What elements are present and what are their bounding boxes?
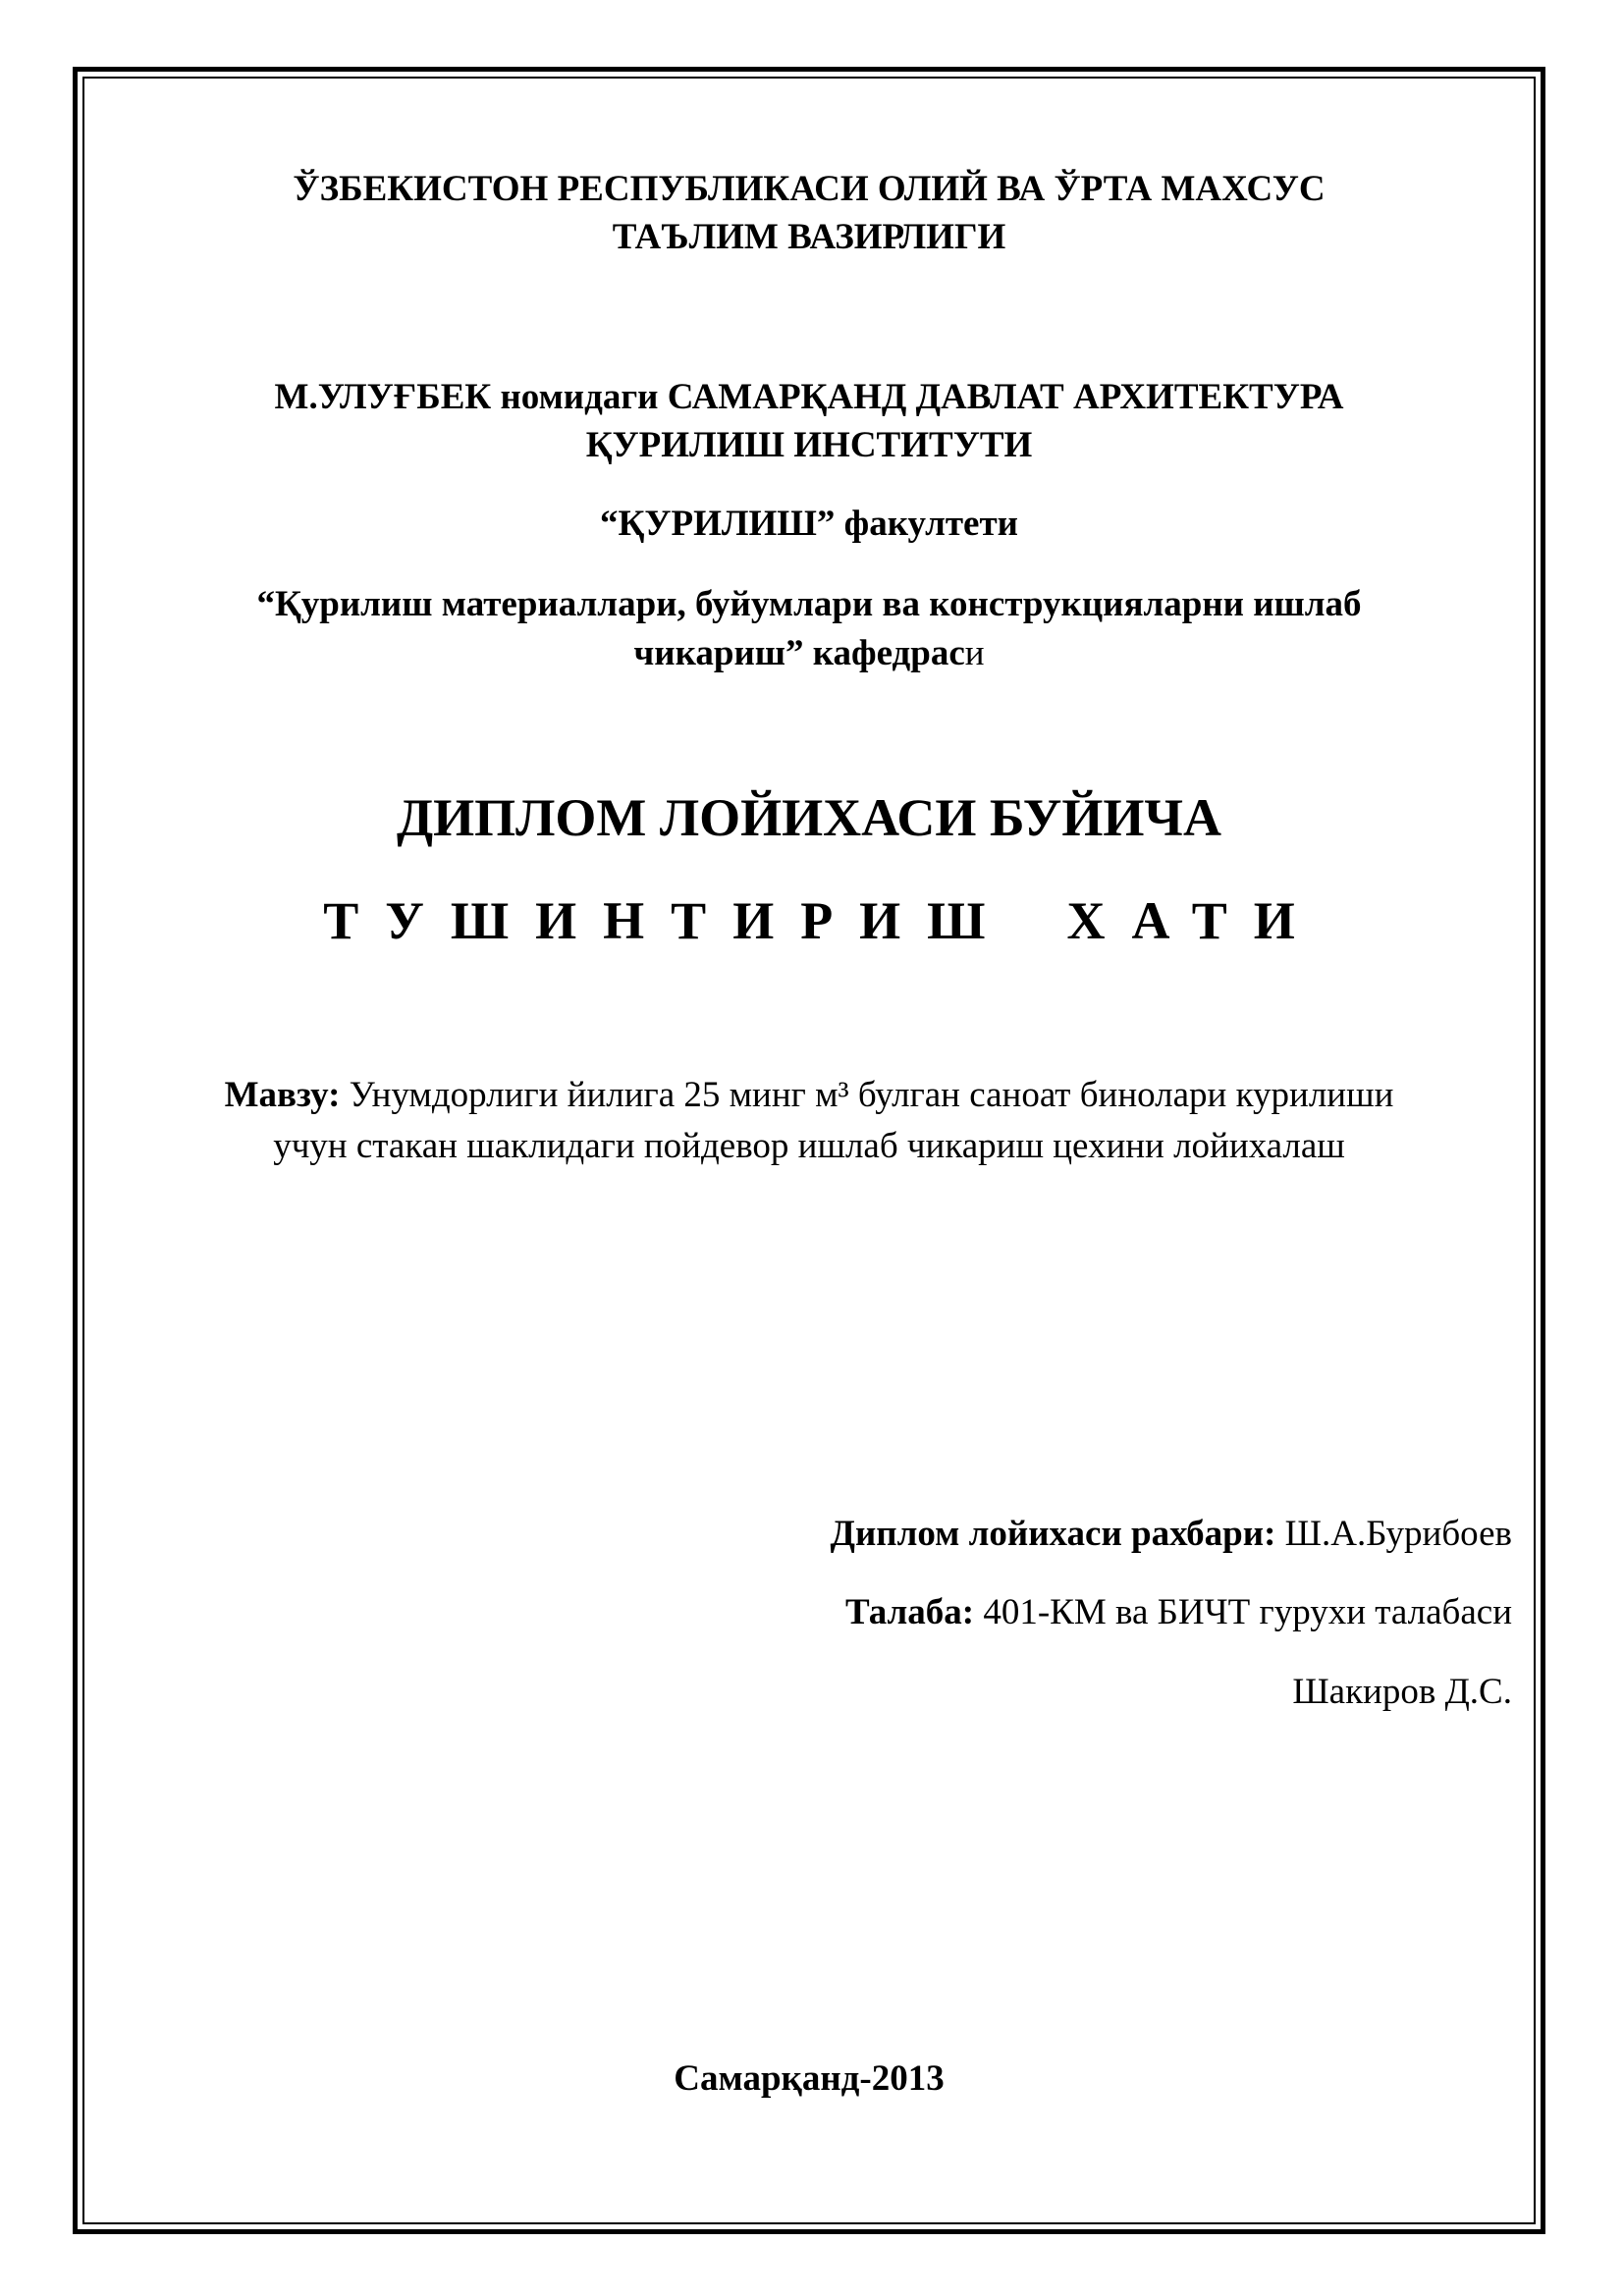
topic-line-2: учун стакан шаклидаги пойдевор ишлаб чикариш цехини лойихалаш [273,1126,1345,1166]
institute-line-1: М.УЛУҒБЕК номидаги САМАРҚАНД ДАВЛАТ АРХИТЕКТУРА [274,377,1344,417]
department-line-1: “Қурилиш материаллари, буйумлари ва конструкцияларни ишлаб [256,584,1362,624]
topic-label: Мавзу: [224,1075,341,1115]
title-word-1: ТУШИНТИРИШ [323,891,1012,950]
supervisor-label: Диплом лойихаси рахбари: [830,1514,1276,1554]
faculty-name: “ҚУРИЛИШ” факултети [600,504,1018,544]
institute-line-2: ҚУРИЛИШ ИНСТИТУТИ [585,425,1033,465]
student-name: Шакиров Д.С. [1292,1672,1512,1712]
ministry-line-1: ЎЗБЕКИСТОН РЕСПУБЛИКАСИ ОЛИЙ ВА ЎРТА МАХСУС [293,169,1326,209]
document-title-line-1: ДИПЛОМ ЛОЙИХАСИ БУЙИЧА [397,788,1221,847]
department-line-2-main: чикариш” кафедрас [633,633,965,673]
topic-text-1: Унумдорлиги йилига 25 минг м³ булган саноат бинолари курилиши [349,1075,1394,1115]
student-label: Талаба: [844,1592,975,1632]
ministry-line-2: ТАЪЛИМ ВАЗИРЛИГИ [612,217,1006,257]
department-line-2 [82,631,1536,676]
city-year: Самарқанд-2013 [674,2058,945,2099]
supervisor-name: Ш.А.Бурибоев [1284,1514,1512,1554]
student-group: 401-КМ ва БИЧТ гурухи талабаси [983,1592,1512,1632]
supervisor-line [831,1512,1512,1557]
student-line [845,1590,1512,1635]
topic-line-1 [82,1073,1536,1118]
title-word-2: ХАТИ [1066,891,1322,950]
department-line-2-tail: и [964,633,985,673]
document-title-line-2 [82,888,1536,953]
